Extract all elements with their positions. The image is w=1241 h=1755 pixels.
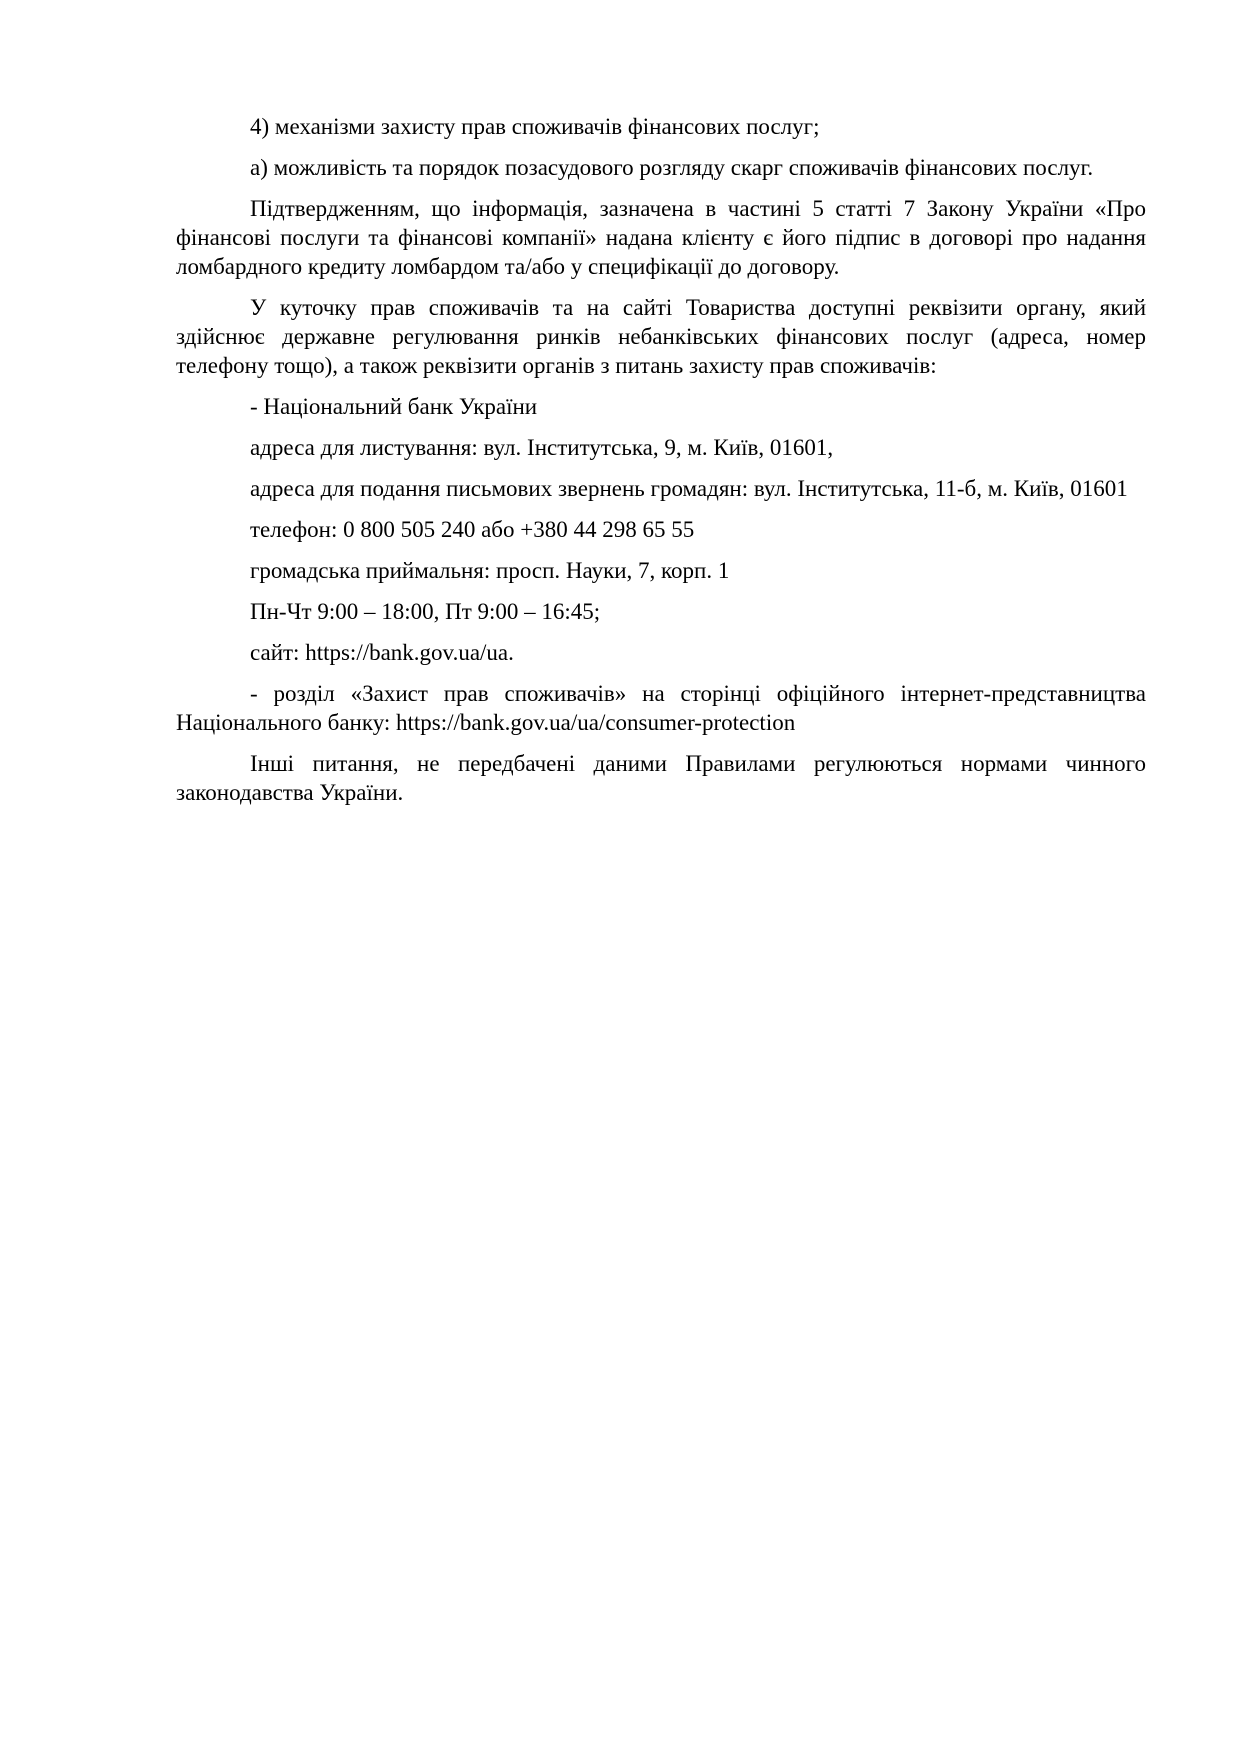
- reception-address: громадська приймальня: просп. Науки, 7, корп. 1: [250, 558, 730, 583]
- written-appeals-address: адреса для подання письмових звернень громадян: вул. Інститутська, 11-б, м. Київ, 01601: [250, 476, 1128, 501]
- consumer-protection-mechanisms-item: 4) механізми захисту прав споживачів фінансових послуг;: [250, 114, 820, 139]
- national-bank-heading: - Національний банк України: [250, 394, 538, 419]
- document-page: [176, 112, 1146, 819]
- confirmation-paragraph: Підтвердженням, що інформація, зазначена в частині 5 статті 7 Закону України «Про фінансові послуги та фінансові компанії» надана клієнту є його підпис в договорі про надання ломбардного кредиту ломбардом та/або у специфікації до договору.: [176, 196, 1146, 279]
- consumer-protection-section-link: - розділ «Захист прав споживачів» на сторінці офіційного інтернет-представництва Національного банку: https://bank.gov.ua/ua/consumer-protection: [176, 681, 1146, 735]
- mailing-address: адреса для листування: вул. Інститутська, 9, м. Київ, 01601,: [250, 435, 834, 460]
- working-hours: Пн-Чт 9:00 – 18:00, Пт 9:00 – 16:45;: [250, 599, 601, 624]
- closing-paragraph: Інші питання, не передбачені даними Правилами регулюються нормами чинного законодавства України.: [176, 751, 1146, 805]
- complaint-review-item: а) можливість та порядок позасудового розгляду скарг споживачів фінансових послуг.: [250, 155, 1094, 180]
- regulator-details-paragraph: У куточку прав споживачів та на сайті Товариства доступні реквізити органу, який здійснює державне регулювання ринків небанківських фінансових послуг (адреса, номер телефону тощо), а також реквізити органів з питань захисту прав споживачів:: [176, 295, 1146, 378]
- phone-numbers: телефон: 0 800 505 240 або +380 44 298 65 55: [250, 517, 695, 542]
- website-link: сайт: https://bank.gov.ua/ua.: [250, 640, 514, 665]
